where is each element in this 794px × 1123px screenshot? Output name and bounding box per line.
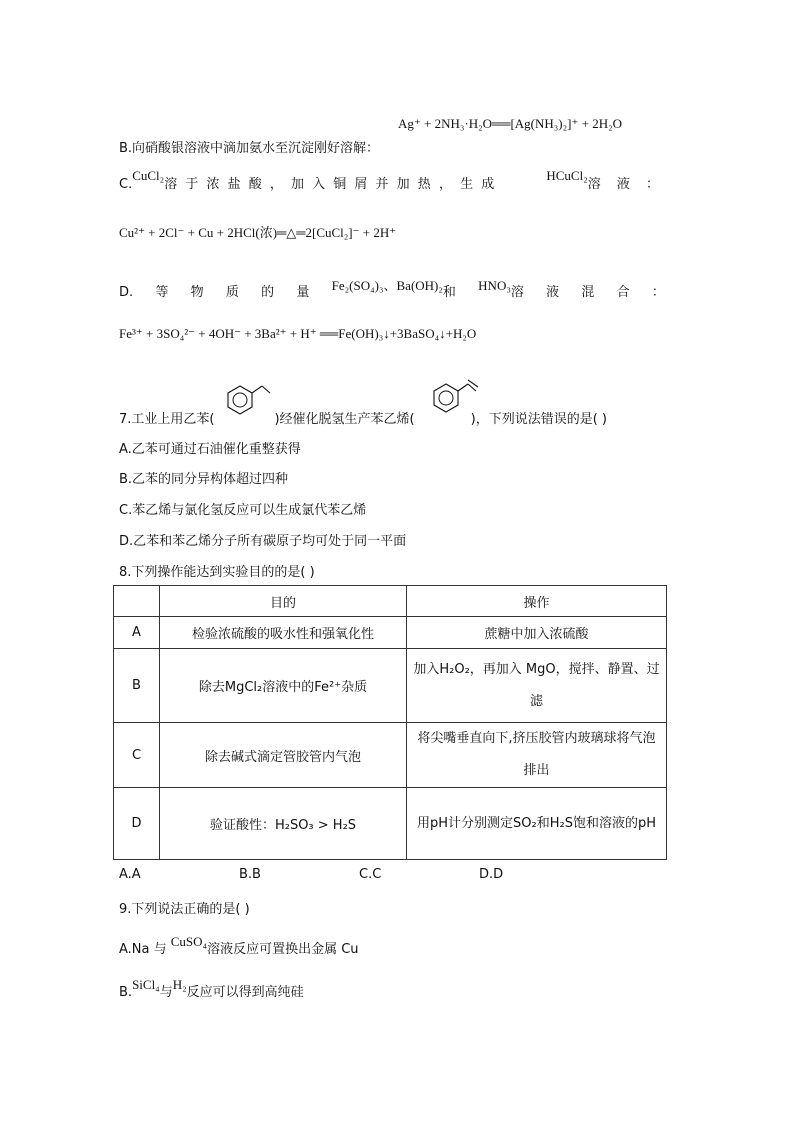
q8-option-a: A.A bbox=[119, 867, 141, 882]
q8-option-b: B.B bbox=[239, 867, 261, 882]
q9-a-text2: 溶液反应可置换出金属 Cu bbox=[207, 942, 359, 957]
q6-d-word: 混 bbox=[581, 285, 595, 300]
q6-d-word: 合 bbox=[616, 285, 630, 300]
row-purpose: 检验浓硫酸的吸水性和强氧化性 bbox=[160, 617, 407, 649]
q9-option-b bbox=[119, 977, 304, 1000]
q6-d-word: 的 bbox=[261, 285, 275, 300]
q6-b-text: B.向硝酸银溶液中滴加氨水至沉淀刚好溶解： bbox=[119, 141, 380, 156]
formula-cucl2: CuCl₂ bbox=[132, 168, 165, 183]
q6-c-text2: 溶 液 ： bbox=[587, 177, 665, 192]
row-operation: 将尖嘴垂直向下,挤压胶管内玻璃球将气泡排出 bbox=[407, 723, 667, 788]
q6-c-line bbox=[119, 170, 665, 192]
formula-h2: H₂ bbox=[172, 977, 187, 992]
experiment-table bbox=[113, 585, 667, 860]
q8-options bbox=[119, 867, 599, 882]
row-operation: 加入H₂O₂，再加入 MgO，搅拌、静置、过滤 bbox=[407, 649, 667, 723]
q9-b-prefix: B. bbox=[119, 985, 133, 1000]
row-operation: 蔗糖中加入浓硫酸 bbox=[407, 617, 667, 649]
q6-d-word: 液 bbox=[546, 285, 560, 300]
q7-stem-part3: )，下列说法错误的是( ) bbox=[470, 412, 607, 427]
q6-d-word: 量 bbox=[296, 285, 310, 300]
table-row bbox=[114, 723, 667, 788]
q7-stem-part1: 7.工业上用乙苯( bbox=[119, 412, 215, 427]
table-header-row bbox=[114, 586, 667, 617]
formula-hno3: HNO₃ bbox=[478, 278, 511, 293]
table-header-operation: 操作 bbox=[407, 586, 667, 617]
ethylbenzene-structure-image bbox=[220, 378, 280, 418]
q8-option-c: C.C bbox=[359, 867, 382, 882]
q6-d-word: 物 bbox=[190, 285, 204, 300]
q6-d-he: 和 bbox=[442, 285, 456, 300]
q6-d-word: 溶 bbox=[510, 285, 524, 300]
table-row bbox=[114, 649, 667, 723]
row-label: C bbox=[114, 723, 160, 788]
q6-d-word: D. bbox=[119, 285, 134, 300]
formula-cuso4: CuSO₄ bbox=[170, 934, 208, 949]
q7-stem-part2: )经催化脱氢生产苯乙烯( bbox=[274, 412, 415, 427]
q7-option-c: C.苯乙烯与氯化氢反应可以生成氯代苯乙烯 bbox=[119, 503, 367, 518]
q6-c-text1: 溶 于 浓 盐 酸 ， 加 入 铜 屑 并 加 热 ， 生 成 bbox=[164, 177, 497, 192]
q8-stem: 8.下列操作能达到实验目的的是( ) bbox=[119, 565, 315, 580]
equation-text: Ag⁺ + 2NH₃·H₂O══[Ag(NH₃)₂]⁺ + 2H₂O bbox=[398, 116, 622, 131]
q7-option-a: A.乙苯可通过石油催化重整获得 bbox=[119, 442, 301, 457]
row-purpose: 除去碱式滴定管胶管内气泡 bbox=[160, 723, 407, 788]
q9-a-text1: A.Na 与 bbox=[119, 942, 167, 957]
styrene-structure-image bbox=[430, 374, 486, 414]
q6-d-word: 等 bbox=[155, 285, 169, 300]
row-operation: 用pH计分别测定SO₂和H₂S饱和溶液的pH bbox=[407, 788, 667, 860]
q6-d-word: ： bbox=[651, 285, 665, 300]
formula-hcucl2: HCuCl₂ bbox=[546, 168, 588, 183]
q9-b-text2: 反应可以得到高纯硅 bbox=[186, 985, 304, 1000]
q6-b-equation bbox=[398, 116, 622, 132]
table-row bbox=[114, 617, 667, 649]
row-purpose: 验证酸性：H₂SO₃ > H₂S bbox=[160, 788, 407, 860]
formula-sicl4: SiCl₄ bbox=[132, 977, 160, 992]
q6-c-prefix: C. bbox=[119, 177, 133, 192]
q7-option-d: D.乙苯和苯乙烯分子所有碳原子均可处于同一平面 bbox=[119, 534, 407, 549]
q6-d-equation: Fe³⁺ + 3SO₄²⁻ + 4OH⁻ + 3Ba²⁺ + H⁺ ══Fe(OH)₃↓+3BaSO₄↓+H₂O bbox=[119, 326, 477, 341]
q7-stem bbox=[119, 408, 607, 427]
q9-option-a bbox=[119, 934, 359, 957]
q6-d-word: 质 bbox=[225, 285, 239, 300]
q9-stem: 9.下列说法正确的是( ) bbox=[119, 902, 250, 917]
formula-fe2so43-baoh2: Fe₂(SO₄)₃、Ba(OH)₂ bbox=[331, 278, 443, 293]
q6-c-equation: Cu²⁺ + 2Cl⁻ + Cu + 2HCl(浓)═△═2[CuCl₂]⁻ + 2H⁺ bbox=[119, 225, 397, 240]
table-header-purpose: 目的 bbox=[160, 586, 407, 617]
row-label: B bbox=[114, 649, 160, 723]
q9-b-text1: 与 bbox=[159, 985, 173, 1000]
row-label: D bbox=[114, 788, 160, 860]
table-row bbox=[114, 788, 667, 860]
q6-d-line bbox=[119, 278, 665, 300]
q8-option-d: D.D bbox=[479, 867, 504, 882]
row-purpose: 除去MgCl₂溶液中的Fe²⁺杂质 bbox=[160, 649, 407, 723]
q7-option-b: B.乙苯的同分异构体超过四种 bbox=[119, 472, 289, 487]
table-header-label bbox=[114, 586, 160, 617]
row-label: A bbox=[114, 617, 160, 649]
